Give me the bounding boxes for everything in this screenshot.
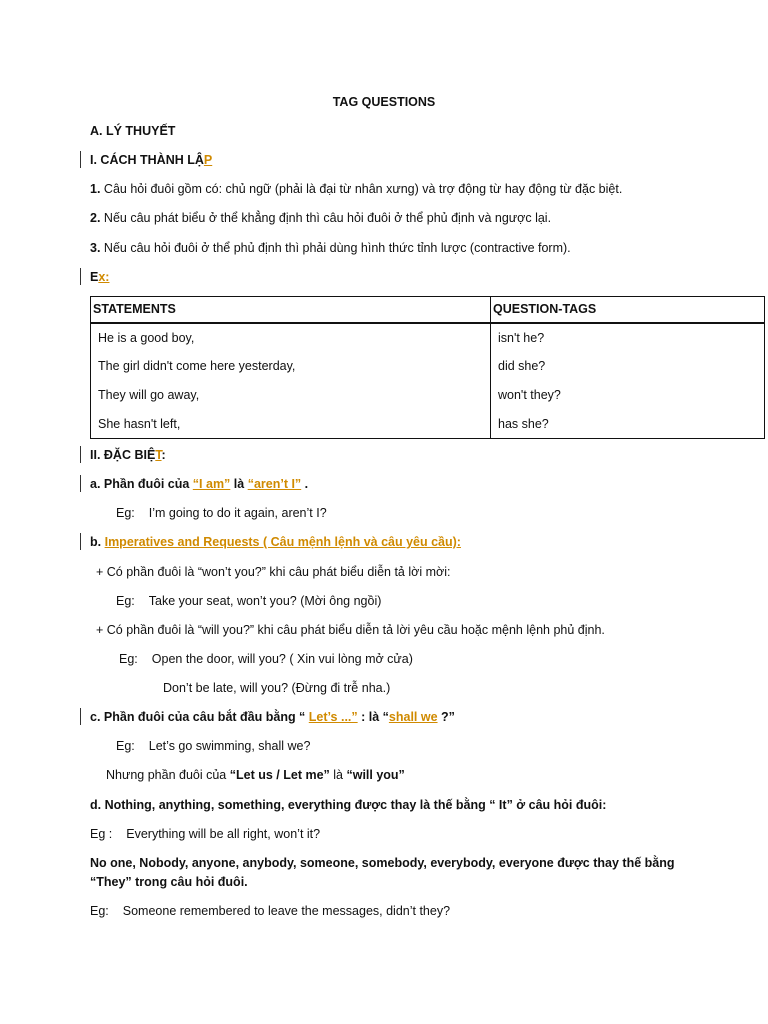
section-i-heading-text: I. CÁCH THÀNH LẬ (90, 153, 204, 167)
section-ii-heading-suffix: T (155, 448, 162, 462)
example-label: Eg : (90, 827, 113, 841)
paragraph-marker (80, 446, 81, 463)
section-i-heading-suffix: P (203, 153, 213, 167)
point-3 (90, 240, 571, 256)
example-text: Someone remembered to leave the messages, didn’t they? (122, 904, 451, 918)
example-text: Open the door, will you? ( Xin vui lòng mở cửa) (151, 652, 413, 666)
example-text: Take your seat, won’t you? (Mời ông ngồi) (148, 594, 382, 608)
item-b-heading (90, 534, 461, 550)
example-text: Everything will be all right, won’t it? (126, 827, 321, 841)
item-a-connector: là (230, 477, 248, 491)
page-title: TAG QUESTIONS (332, 95, 436, 109)
paragraph-marker (80, 268, 81, 285)
table-row (91, 323, 765, 352)
item-a-text: a. Phần đuôi của (90, 477, 193, 491)
point-number: 3. (90, 241, 101, 255)
item-c-end: ?” (437, 710, 455, 724)
point-number: 2. (90, 211, 101, 225)
point-text: Nếu câu phát biểu ở thể khẳng định thì câu hỏi đuôi ở thể phủ định và ngược lại. (100, 211, 552, 225)
item-b-prefix: b. (90, 535, 105, 549)
example-text: Let’s go swimming, shall we? (148, 739, 311, 753)
point-1 (90, 181, 622, 197)
example-text: I’m going to do it again, aren’t I? (148, 506, 327, 520)
paragraph-marker (80, 708, 81, 725)
item-c-example (116, 738, 310, 754)
question-tag-cell: did she? (491, 352, 765, 381)
example-label-suffix: x: (98, 270, 110, 284)
section-ii-heading-text: II. ĐẶC BIỆ (90, 448, 156, 462)
statement-cell: The girl didn't come here yesterday, (91, 352, 491, 381)
note-phrase-2: “will you” (346, 768, 405, 782)
section-ii-heading-colon: : (161, 448, 166, 462)
example-label: Eg: (90, 904, 109, 918)
item-b-example-1 (116, 593, 381, 609)
statement-cell: She hasn't left, (91, 410, 491, 439)
note-connector: là (329, 768, 347, 782)
example-label-prefix: E (90, 270, 99, 284)
example-label: Eg: (119, 652, 138, 666)
example-label: Eg: (116, 506, 135, 520)
item-a-phrase-1: “I am” (192, 477, 231, 491)
note-phrase-1: “Let us / Let me” (229, 768, 330, 782)
item-c-connector: : là “ (357, 710, 389, 724)
point-text: Nếu câu hỏi đuôi ở thể phủ định thì phải dùng hình thức tỉnh lược (contractive form). (100, 241, 571, 255)
point-number: 1. (90, 182, 101, 196)
item-d-note-line-1: No one, Nobody, anyone, anybody, someone, somebody, everybody, everyone được thay thế bằng (90, 856, 675, 870)
note-text: Nhưng phần đuôi của (106, 768, 230, 782)
table-row (91, 410, 765, 439)
tag-questions-table (90, 296, 765, 439)
item-a-end: . (301, 477, 309, 491)
item-b-rule-2: + Có phần đuôi là “will you?” khi câu phát biểu diễn tả lời yêu cầu hoặc mệnh lệnh phủ định. (96, 623, 605, 637)
item-c-phrase-2: shall we (388, 710, 438, 724)
item-b-example-3: Don’t be late, will you? (Đừng đi trễ nha.) (163, 681, 391, 695)
item-d-note-line-2: “They” trong câu hỏi đuôi. (90, 875, 248, 889)
item-a-example (116, 505, 327, 521)
statement-cell: He is a good boy, (91, 323, 491, 352)
table-header-row (91, 297, 765, 323)
item-d-heading: d. Nothing, anything, something, everything được thay là thế bằng “ It” ở câu hỏi đuôi: (90, 798, 607, 812)
item-a-heading (90, 476, 308, 492)
paragraph-marker (80, 475, 81, 492)
item-b-example-2 (119, 651, 413, 667)
table-header-statements: STATEMENTS (91, 297, 491, 323)
point-text: Câu hỏi đuôi gồm có: chủ ngữ (phải là đại từ nhân xưng) và trợ động từ hay động từ đặc biệt. (100, 182, 623, 196)
paragraph-marker (80, 533, 81, 550)
item-a-phrase-2: “aren’t I” (247, 477, 302, 491)
question-tag-cell: isn't he? (491, 323, 765, 352)
section-ii-heading (90, 447, 166, 463)
item-d-example-2 (90, 903, 450, 919)
question-tag-cell: has she? (491, 410, 765, 439)
statement-cell: They will go away, (91, 381, 491, 410)
table-row (91, 381, 765, 410)
item-c-heading (90, 709, 455, 725)
item-d-example (90, 826, 320, 842)
item-c-text: c. Phần đuôi của câu bắt đầu bằng “ (90, 710, 309, 724)
section-i-heading (90, 152, 212, 168)
example-label (90, 269, 109, 285)
paragraph-marker (80, 151, 81, 168)
example-label: Eg: (116, 594, 135, 608)
question-tag-cell: won't they? (491, 381, 765, 410)
item-b-rule-1: + Có phần đuôi là “won’t you?” khi câu phát biểu diễn tả lời mời: (96, 565, 451, 579)
item-c-phrase-1: Let’s ...” (308, 710, 358, 724)
point-2 (90, 210, 551, 226)
item-b-text: Imperatives and Requests ( Câu mệnh lệnh và câu yêu cầu): (104, 535, 461, 549)
table-header-question-tags: QUESTION-TAGS (491, 297, 765, 323)
example-label: Eg: (116, 739, 135, 753)
table-row (91, 352, 765, 381)
section-a-heading: A. LÝ THUYẾT (90, 124, 176, 138)
item-c-note (106, 767, 405, 783)
